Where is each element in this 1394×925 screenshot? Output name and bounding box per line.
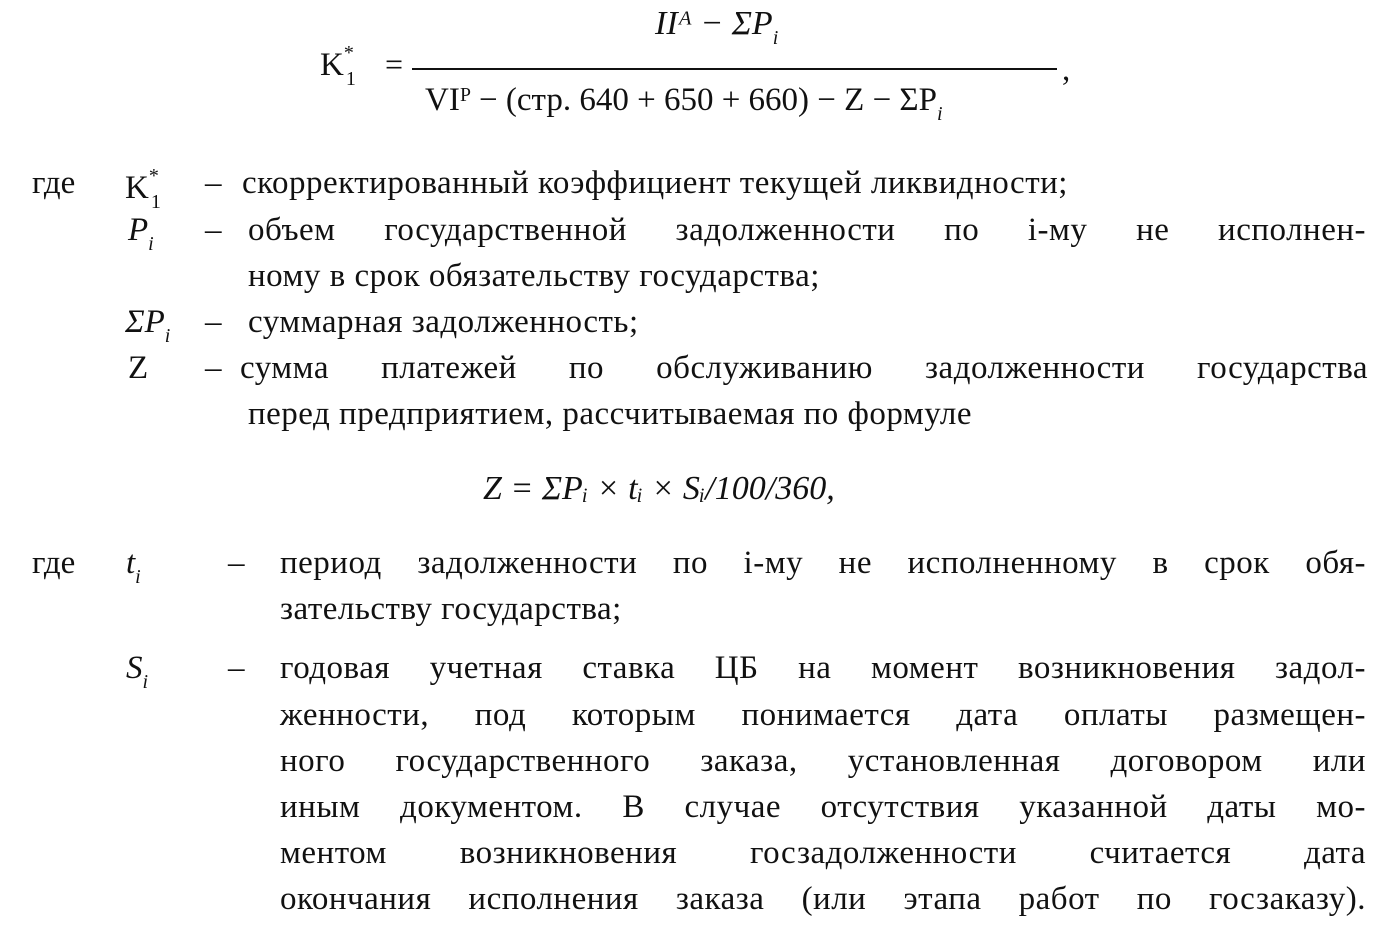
where-label-2: где [32, 545, 76, 581]
symbol-si: $S_i$ [126, 650, 149, 693]
dash: – [205, 165, 222, 201]
formula-equals: = [385, 46, 404, 82]
definition-ti-line2: зательству государства; [280, 591, 622, 627]
symbol-ti: $t_i$ [126, 545, 141, 588]
definition-pi-line1: объем государственной задолженности по i-му не исполнен- [248, 212, 1366, 248]
dash: – [205, 212, 222, 248]
dash: – [205, 304, 222, 340]
fraction-bar [412, 68, 1057, 70]
definition-si-line4: иным документом. В случае отсутствия указанной даты мо- [280, 789, 1366, 825]
definition-si-line1: годовая учетная ставка ЦБ на момент возникновения задол- [280, 650, 1366, 686]
dash: – [228, 545, 245, 581]
formula-denominator: VIᴾ − (стр. $640 + 650 + 660) - Z - \Sigma P_i$ [425, 82, 943, 125]
definition-pi-line2: ному в срок обязательству государства; [248, 258, 820, 294]
where-label-1: где [32, 165, 76, 201]
definition-si-line2: женности, под которым понимается дата оплаты размещен- [280, 697, 1366, 733]
symbol-k1: $K^*_1$ [125, 165, 161, 213]
definition-z-line1: сумма платежей по обслуживанию задолженности государства [240, 350, 1368, 386]
symbol-sum-pi: $\Sigma P_i$ [125, 304, 171, 347]
dash: – [205, 350, 222, 386]
symbol-z: Z [128, 350, 149, 386]
definition-si-line5: ментом возникновения госзадолженности считается дата [280, 835, 1366, 871]
formula-z: Z = ΣPᵢ × tᵢ × Sᵢ/100/360, [483, 470, 835, 507]
definition-sum-pi: суммарная задолженность; [248, 304, 639, 340]
definition-z-line2: перед предприятием, рассчитываемая по формуле [248, 396, 972, 432]
definition-si-line6: окончания исполнения заказа (или этапа работ по госзаказу). [280, 881, 1366, 917]
dash: – [228, 650, 245, 686]
definition-k1: скорректированный коэффициент текущей ликвидности; [242, 165, 1068, 201]
formula-numerator: IIᴬ − $\Sigma P_i$ [655, 5, 779, 49]
formula-comma: , [1062, 52, 1071, 88]
definition-si-line3: ного государственного заказа, установленная договором или [280, 743, 1366, 779]
definition-ti-line1: период задолженности по i-му не исполненному в срок обя- [280, 545, 1366, 581]
formula-lhs: $K^*_1$ [320, 42, 356, 90]
symbol-pi: $P_i$ [128, 212, 154, 255]
